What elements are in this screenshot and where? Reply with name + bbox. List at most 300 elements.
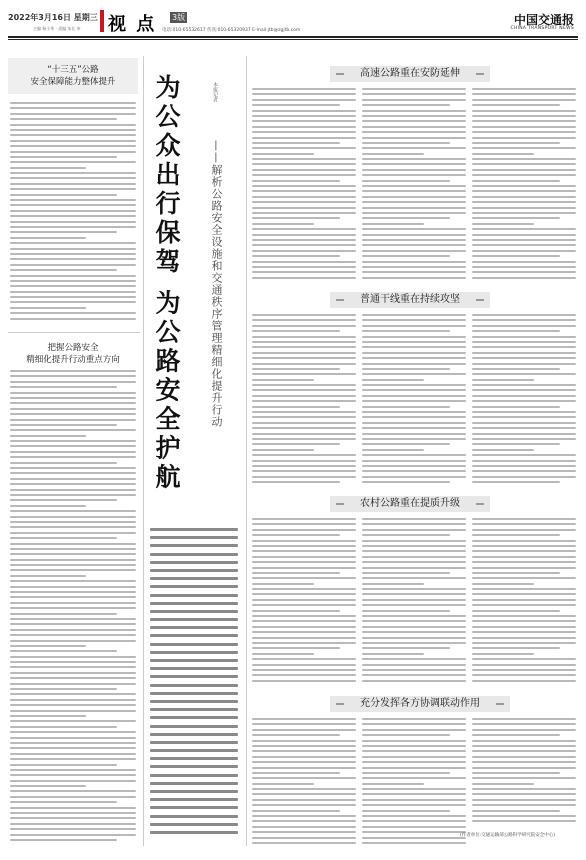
text-line — [472, 729, 576, 731]
text-line — [472, 158, 576, 160]
text-line — [362, 266, 466, 268]
text-line — [472, 588, 576, 590]
article-col-b — [362, 314, 466, 488]
text-line — [362, 115, 466, 117]
article-col-c — [472, 718, 576, 828]
text-line — [362, 631, 466, 633]
text-line — [10, 413, 136, 415]
main-subtitle: ——解析公路安全设施和交通秩序管理精细化提升行动 — [210, 140, 223, 428]
text-line — [252, 115, 356, 117]
text-line — [362, 147, 466, 149]
text-line — [362, 379, 424, 381]
text-line — [10, 564, 136, 566]
text-line — [472, 680, 576, 682]
text-line — [362, 228, 466, 230]
text-line — [362, 357, 466, 359]
text-line — [472, 406, 560, 408]
text-line — [472, 234, 576, 236]
text-line — [10, 634, 136, 636]
text-line — [362, 341, 466, 343]
text-line — [472, 346, 576, 348]
text-line — [472, 620, 576, 622]
text-line — [10, 107, 136, 109]
column-divider — [143, 56, 144, 846]
text-line — [10, 596, 136, 598]
text-line — [362, 255, 450, 257]
text-line — [472, 223, 534, 225]
text-line — [252, 604, 356, 606]
byline: 本报记者 — [212, 82, 218, 102]
text-line — [362, 750, 466, 752]
text-line — [362, 599, 466, 601]
text-line — [362, 734, 450, 736]
text-line — [10, 796, 136, 798]
text-line — [472, 244, 576, 246]
text-line — [252, 368, 340, 370]
text-line — [362, 815, 466, 817]
text-line — [362, 416, 466, 418]
text-line — [10, 623, 136, 625]
text-line — [10, 140, 136, 142]
text-line — [472, 217, 560, 219]
text-line — [362, 664, 466, 666]
text-line — [252, 631, 356, 633]
text-line — [252, 658, 356, 660]
text-line — [362, 637, 466, 639]
text-line — [150, 626, 238, 629]
text-line — [10, 424, 117, 426]
text-line — [472, 131, 576, 133]
text-line — [472, 110, 576, 112]
text-line — [10, 780, 136, 782]
text-line — [362, 626, 466, 628]
left-article-body-2 — [10, 370, 136, 850]
text-line — [362, 460, 466, 462]
text-line — [252, 174, 356, 176]
text-line — [10, 661, 136, 663]
text-line — [362, 740, 466, 742]
text-line — [10, 204, 136, 206]
text-line — [150, 602, 238, 605]
text-line — [472, 330, 560, 332]
text-line — [472, 567, 576, 569]
newspaper-logo-english: CHINA TRANSPORT NEWS — [510, 26, 574, 31]
text-line — [10, 489, 136, 491]
text-line — [362, 470, 466, 472]
text-line — [472, 433, 576, 435]
text-line — [10, 161, 136, 163]
text-line — [252, 142, 340, 144]
text-line — [362, 433, 466, 435]
text-line — [362, 561, 466, 563]
text-line — [472, 772, 560, 774]
text-line — [252, 610, 340, 612]
text-line — [362, 610, 450, 612]
text-line — [10, 231, 117, 233]
text-line — [362, 593, 466, 595]
text-line — [362, 615, 466, 617]
left-article-body-1 — [10, 102, 136, 328]
masthead — [0, 0, 586, 40]
text-line — [362, 842, 466, 844]
text-line — [10, 516, 136, 518]
text-line — [10, 688, 117, 690]
text-line — [10, 275, 136, 277]
text-line — [252, 540, 356, 542]
text-line — [150, 569, 238, 572]
text-line — [472, 810, 560, 812]
text-line — [10, 548, 136, 550]
text-line — [472, 389, 576, 391]
text-line — [10, 834, 136, 836]
text-line — [10, 785, 86, 787]
text-line — [150, 815, 238, 818]
text-line — [10, 291, 136, 293]
text-line — [362, 207, 466, 209]
text-line — [362, 820, 466, 822]
text-line — [252, 556, 356, 558]
text-line — [252, 373, 356, 375]
text-line — [472, 518, 576, 520]
column-divider — [246, 56, 247, 846]
text-line — [150, 790, 238, 793]
text-line — [150, 659, 238, 662]
text-line — [362, 804, 466, 806]
text-line — [252, 788, 356, 790]
text-line — [362, 395, 466, 397]
text-line — [10, 704, 136, 706]
text-line — [362, 277, 466, 279]
text-line — [10, 483, 136, 485]
text-line — [472, 120, 576, 122]
text-line — [252, 153, 314, 155]
text-line — [362, 669, 466, 671]
text-line — [10, 129, 136, 131]
text-line — [472, 319, 576, 321]
text-line — [362, 567, 466, 569]
text-line — [472, 250, 576, 252]
text-line — [362, 244, 466, 246]
text-line — [472, 142, 560, 144]
text-line — [10, 758, 136, 760]
article-col-b — [362, 88, 466, 284]
text-line — [362, 756, 466, 758]
contact-info: 电话:010-65532617 传真:010-65320937 E-mail:jtb@zgjtb.com — [162, 28, 301, 33]
text-line — [10, 194, 117, 196]
text-line — [10, 451, 136, 453]
text-line — [362, 454, 466, 456]
text-line — [252, 250, 356, 252]
text-line — [362, 201, 466, 203]
text-line — [472, 658, 576, 660]
text-line — [472, 228, 576, 230]
text-line — [362, 131, 466, 133]
text-line — [10, 807, 136, 809]
text-line — [10, 440, 136, 442]
text-line — [252, 330, 340, 332]
text-line — [252, 777, 356, 779]
text-line — [10, 591, 136, 593]
text-line — [10, 253, 136, 255]
text-line — [362, 330, 450, 332]
text-line — [150, 823, 238, 826]
text-line — [252, 131, 356, 133]
text-line — [472, 465, 576, 467]
text-line — [10, 118, 117, 120]
text-line — [362, 126, 466, 128]
text-line — [10, 307, 86, 309]
text-line — [472, 169, 576, 171]
text-line — [10, 145, 136, 147]
text-line — [362, 180, 450, 182]
text-line — [252, 416, 356, 418]
text-line — [362, 518, 466, 520]
text-line — [362, 234, 466, 236]
text-line — [150, 692, 238, 695]
text-line — [10, 537, 117, 539]
text-line — [252, 642, 356, 644]
text-line — [362, 788, 466, 790]
masthead-rule — [8, 36, 578, 38]
text-line — [252, 120, 356, 122]
text-line — [472, 266, 576, 268]
issue-date: 2022年3月16日 星期三 — [8, 13, 98, 22]
text-line — [472, 653, 534, 655]
text-line — [252, 561, 356, 563]
text-line — [362, 642, 466, 644]
text-line — [362, 427, 466, 429]
text-line — [252, 599, 356, 601]
text-line — [472, 416, 576, 418]
text-line — [150, 553, 238, 556]
text-line — [472, 604, 576, 606]
text-line — [10, 370, 136, 372]
text-line — [362, 137, 466, 139]
text-line — [10, 607, 136, 609]
text-line — [10, 237, 86, 239]
section-divider — [8, 332, 140, 333]
text-line — [472, 163, 576, 165]
text-line — [10, 726, 117, 728]
text-line — [362, 174, 466, 176]
text-line — [252, 831, 356, 833]
text-line — [472, 137, 576, 139]
text-line — [252, 674, 356, 676]
text-line — [10, 435, 86, 437]
text-line — [252, 341, 356, 343]
text-line — [10, 532, 136, 534]
text-line — [252, 110, 356, 112]
text-line — [10, 580, 136, 582]
text-line — [10, 478, 136, 480]
text-line — [472, 734, 560, 736]
text-line — [362, 783, 424, 785]
text-line — [10, 113, 136, 115]
text-line — [10, 462, 117, 464]
text-line — [472, 761, 576, 763]
text-line — [10, 151, 136, 153]
masthead-rule-thin — [8, 39, 578, 40]
text-line — [472, 352, 576, 354]
text-line — [252, 729, 356, 731]
text-line — [362, 556, 466, 558]
text-line — [472, 88, 576, 90]
text-line — [10, 156, 117, 158]
text-line — [362, 271, 466, 273]
text-line — [252, 147, 356, 149]
text-line — [362, 658, 466, 660]
text-line — [362, 217, 450, 219]
text-line — [472, 239, 576, 241]
text-line — [362, 384, 466, 386]
text-line — [10, 429, 136, 431]
text-line — [362, 550, 466, 552]
text-line — [252, 433, 356, 435]
text-line — [10, 720, 136, 722]
text-line — [10, 521, 136, 523]
text-line — [10, 839, 117, 841]
text-line — [150, 561, 238, 564]
text-line — [150, 577, 238, 580]
text-line — [10, 823, 136, 825]
text-line — [150, 749, 238, 752]
text-line — [252, 180, 340, 182]
text-line — [10, 445, 136, 447]
text-line — [362, 99, 466, 101]
text-line — [472, 599, 576, 601]
text-line — [252, 577, 356, 579]
section-title: 视 点 — [108, 14, 157, 35]
text-line — [472, 529, 576, 531]
text-line — [150, 585, 238, 588]
text-line — [10, 553, 136, 555]
article-col-c — [472, 518, 576, 688]
text-line — [472, 212, 576, 214]
text-line — [252, 799, 356, 801]
text-line — [252, 207, 356, 209]
text-line — [362, 363, 466, 365]
text-line — [252, 379, 314, 381]
text-line — [10, 526, 136, 528]
text-line — [472, 593, 576, 595]
text-line — [10, 575, 86, 577]
text-line — [10, 386, 117, 388]
text-line — [252, 750, 356, 752]
text-line — [362, 142, 450, 144]
text-line — [10, 215, 136, 217]
text-line — [10, 188, 136, 190]
text-line — [362, 540, 466, 542]
text-line — [10, 650, 117, 652]
text-line — [252, 93, 356, 95]
text-line — [10, 392, 136, 394]
text-line — [362, 653, 424, 655]
text-line — [472, 400, 576, 402]
text-line — [252, 523, 356, 525]
text-line — [472, 255, 560, 257]
text-line — [252, 137, 356, 139]
text-line — [472, 783, 534, 785]
text-line — [10, 602, 136, 604]
text-line — [362, 723, 466, 725]
text-line — [362, 212, 466, 214]
text-line — [472, 438, 576, 440]
text-line — [252, 588, 356, 590]
text-line — [150, 725, 238, 728]
text-line — [150, 594, 238, 597]
text-line — [472, 556, 576, 558]
text-line — [252, 352, 356, 354]
text-line — [252, 223, 314, 225]
text-line — [10, 375, 136, 377]
text-line — [252, 255, 340, 257]
text-line — [10, 499, 117, 501]
text-line — [10, 199, 136, 201]
text-line — [10, 242, 136, 244]
text-line — [252, 406, 340, 408]
text-line — [472, 449, 534, 451]
text-line — [252, 593, 356, 595]
text-line — [10, 753, 136, 755]
text-line — [472, 476, 576, 478]
text-line — [362, 250, 466, 252]
text-line — [362, 523, 466, 525]
text-line — [472, 723, 576, 725]
text-line — [252, 389, 356, 391]
text-line — [362, 826, 466, 828]
text-line — [472, 443, 560, 445]
text-line — [150, 536, 238, 539]
text-line — [150, 667, 238, 670]
text-line — [472, 368, 560, 370]
text-line — [150, 684, 238, 687]
text-line — [362, 837, 466, 839]
text-line — [10, 683, 136, 685]
text-line — [10, 656, 136, 658]
text-line — [150, 798, 238, 801]
text-line — [252, 572, 340, 574]
text-line — [252, 804, 356, 806]
text-line — [252, 411, 356, 413]
text-line — [10, 301, 136, 303]
text-line — [362, 545, 466, 547]
text-line — [10, 296, 136, 298]
text-line — [10, 693, 136, 695]
text-line — [10, 715, 86, 717]
text-line — [472, 799, 576, 801]
text-line — [10, 629, 136, 631]
text-line — [362, 680, 466, 682]
text-line — [472, 572, 560, 574]
text-line — [362, 718, 466, 720]
text-line — [472, 427, 576, 429]
text-line — [252, 261, 356, 263]
text-line — [472, 115, 576, 117]
text-line — [252, 476, 356, 478]
text-line — [252, 395, 356, 397]
text-line — [472, 261, 576, 263]
text-line — [362, 169, 466, 171]
text-line — [10, 505, 86, 507]
text-line — [362, 465, 466, 467]
text-line — [472, 99, 576, 101]
text-line — [472, 411, 576, 413]
text-line — [252, 718, 356, 720]
text-line — [252, 680, 356, 682]
article-col-a — [252, 718, 356, 850]
text-line — [252, 793, 356, 795]
section-accent-bar — [100, 10, 104, 32]
